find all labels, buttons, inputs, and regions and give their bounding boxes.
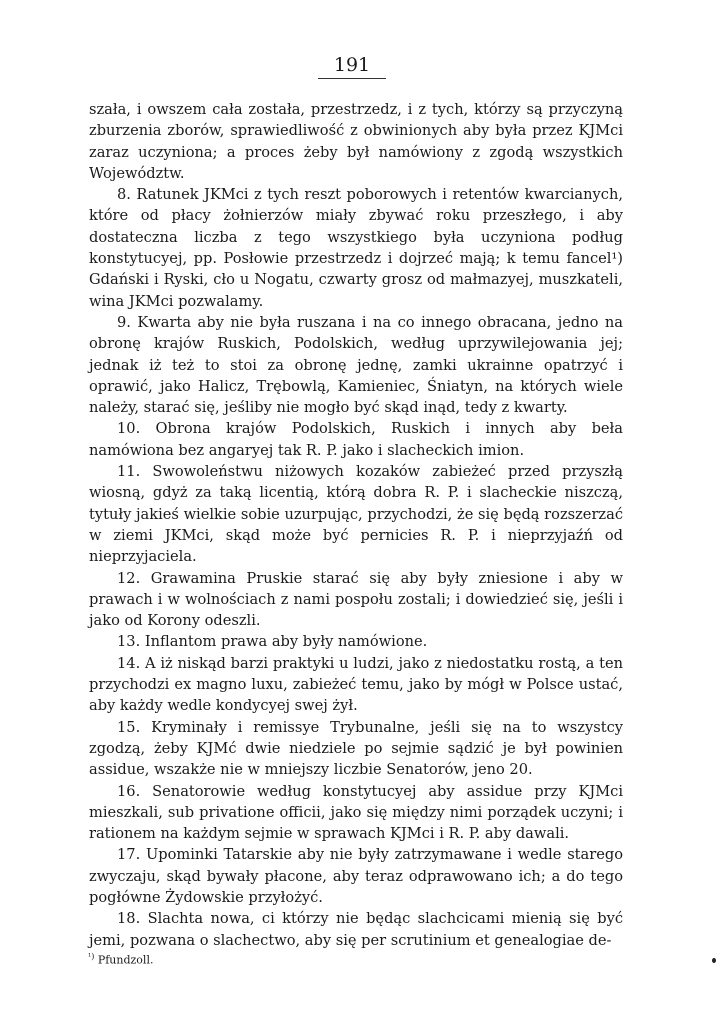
footnote-text: Pfundzoll. (97, 953, 154, 967)
paragraph: 16. Senatorowie według konstytucyej aby assidue przy KJMci mieszkali, sub privatione officii, jako się między nimi porządek uczyni; i rationem na każdym sejmie w sprawach KJMci i R. P. aby dawali. (89, 782, 623, 843)
paragraph: 17. Upominki Tatarskie aby nie były zatrzymawane i wedle starego zwyczaju, skąd bywały płacone, aby teraz odprawowano ich; a do tego pogłówne Żydowskie przyłożyć. (89, 846, 623, 906)
paragraph: 13. Inflantom prawa aby były namówione. (117, 633, 428, 651)
paragraph: 14. A iż niskąd barzi praktyki u ludzi, jako z niedostatku rostą, a ten przychodzi ex magno luxu, zabieżeć temu, jako by mógł w Polsce ustać, aby każdy wedle kondycyej swej żył. (89, 654, 623, 715)
paragraph: 8. Ratunek JKMci z tych reszt poborowych i retentów kwarcianych, które od płacy żołnierzów miały zbywać roku przeszłego, i aby dostateczna liczba z tego wszystkiego była uczyniona podług konstytucyej, pp. Posłowie przestrzedz i dojrzeć mają; k temu fancel¹) Gdański i Ryski, cło u Nogatu, czwarty grosz od małmazyej, muszkateli, wina JKMci pozwalamy. (89, 186, 623, 310)
footnote (88, 950, 153, 968)
body-text (89, 99, 623, 951)
footnote-marker: ¹) (88, 952, 95, 961)
paragraph: 10. Obrona krajów Podolskich, Ruskich i innych aby beła namówiona bez angaryej tak R. P. jako i slacheckich imion. (89, 420, 623, 459)
paragraph: 18. Slachta nowa, ci którzy nie będąc slachcicami mienią się być jemi, pozwana o slachectwo, aby się per scrutinium et genealogiae de- (89, 910, 623, 949)
page-number: 191 (318, 54, 386, 79)
paragraph: 15. Kryminały i remissye Trybunalne, jeśli się na to wszystcy zgodzą, żeby KJMć dwie niedziele po sejmie sądzić je był powinien assidue, wszakże nie w mniejszy liczbie Senatorów, jeno 20. (89, 718, 623, 779)
paragraph: 12. Grawamina Pruskie starać się aby były zniesione i aby w prawach i w wolnościach z nami pospołu zostali; i dowiedzieć się, jeśli i jako od Korony odeszli. (89, 569, 623, 630)
paragraph: 11. Swowoleństwu niżowych kozaków zabieżeć przed przyszłą wiosną, gdyż za taką licentią, którą dobra R. P. i slacheckie niszczą, tytuły jakieś wielkie sobie uzurpując, przychodzi, że się będą rozszerzać w ziemi JKMci, skąd może być pernicies R. P. i nieprzyjaźń od nieprzyjaciela. (89, 463, 623, 566)
scan-speck (712, 958, 716, 963)
paragraph: szała, i owszem cała została, przestrzedz, i z tych, którzy są przyczyną zburzenia zborów, sprawiedliwość z obwinionych aby była przez KJMci zaraz uczyniona; a proces żeby był namówiony z zgodą wszystkich Województw. (89, 101, 623, 182)
paragraph: 9. Kwarta aby nie była ruszana i na co innego obracana, jedno na obronę krajów Ruskich, Podolskich, według uprzywilejowania jej; jednak iż też to stoi za obronę jednę, zamki ukrainne opatrzyć i oprawić, jako Halicz, Trębowlą, Kamieniec, Śniatyn, na których wiele należy, starać się, jeśliby nie mogło być skąd inąd, tedy z kwarty. (89, 313, 623, 417)
